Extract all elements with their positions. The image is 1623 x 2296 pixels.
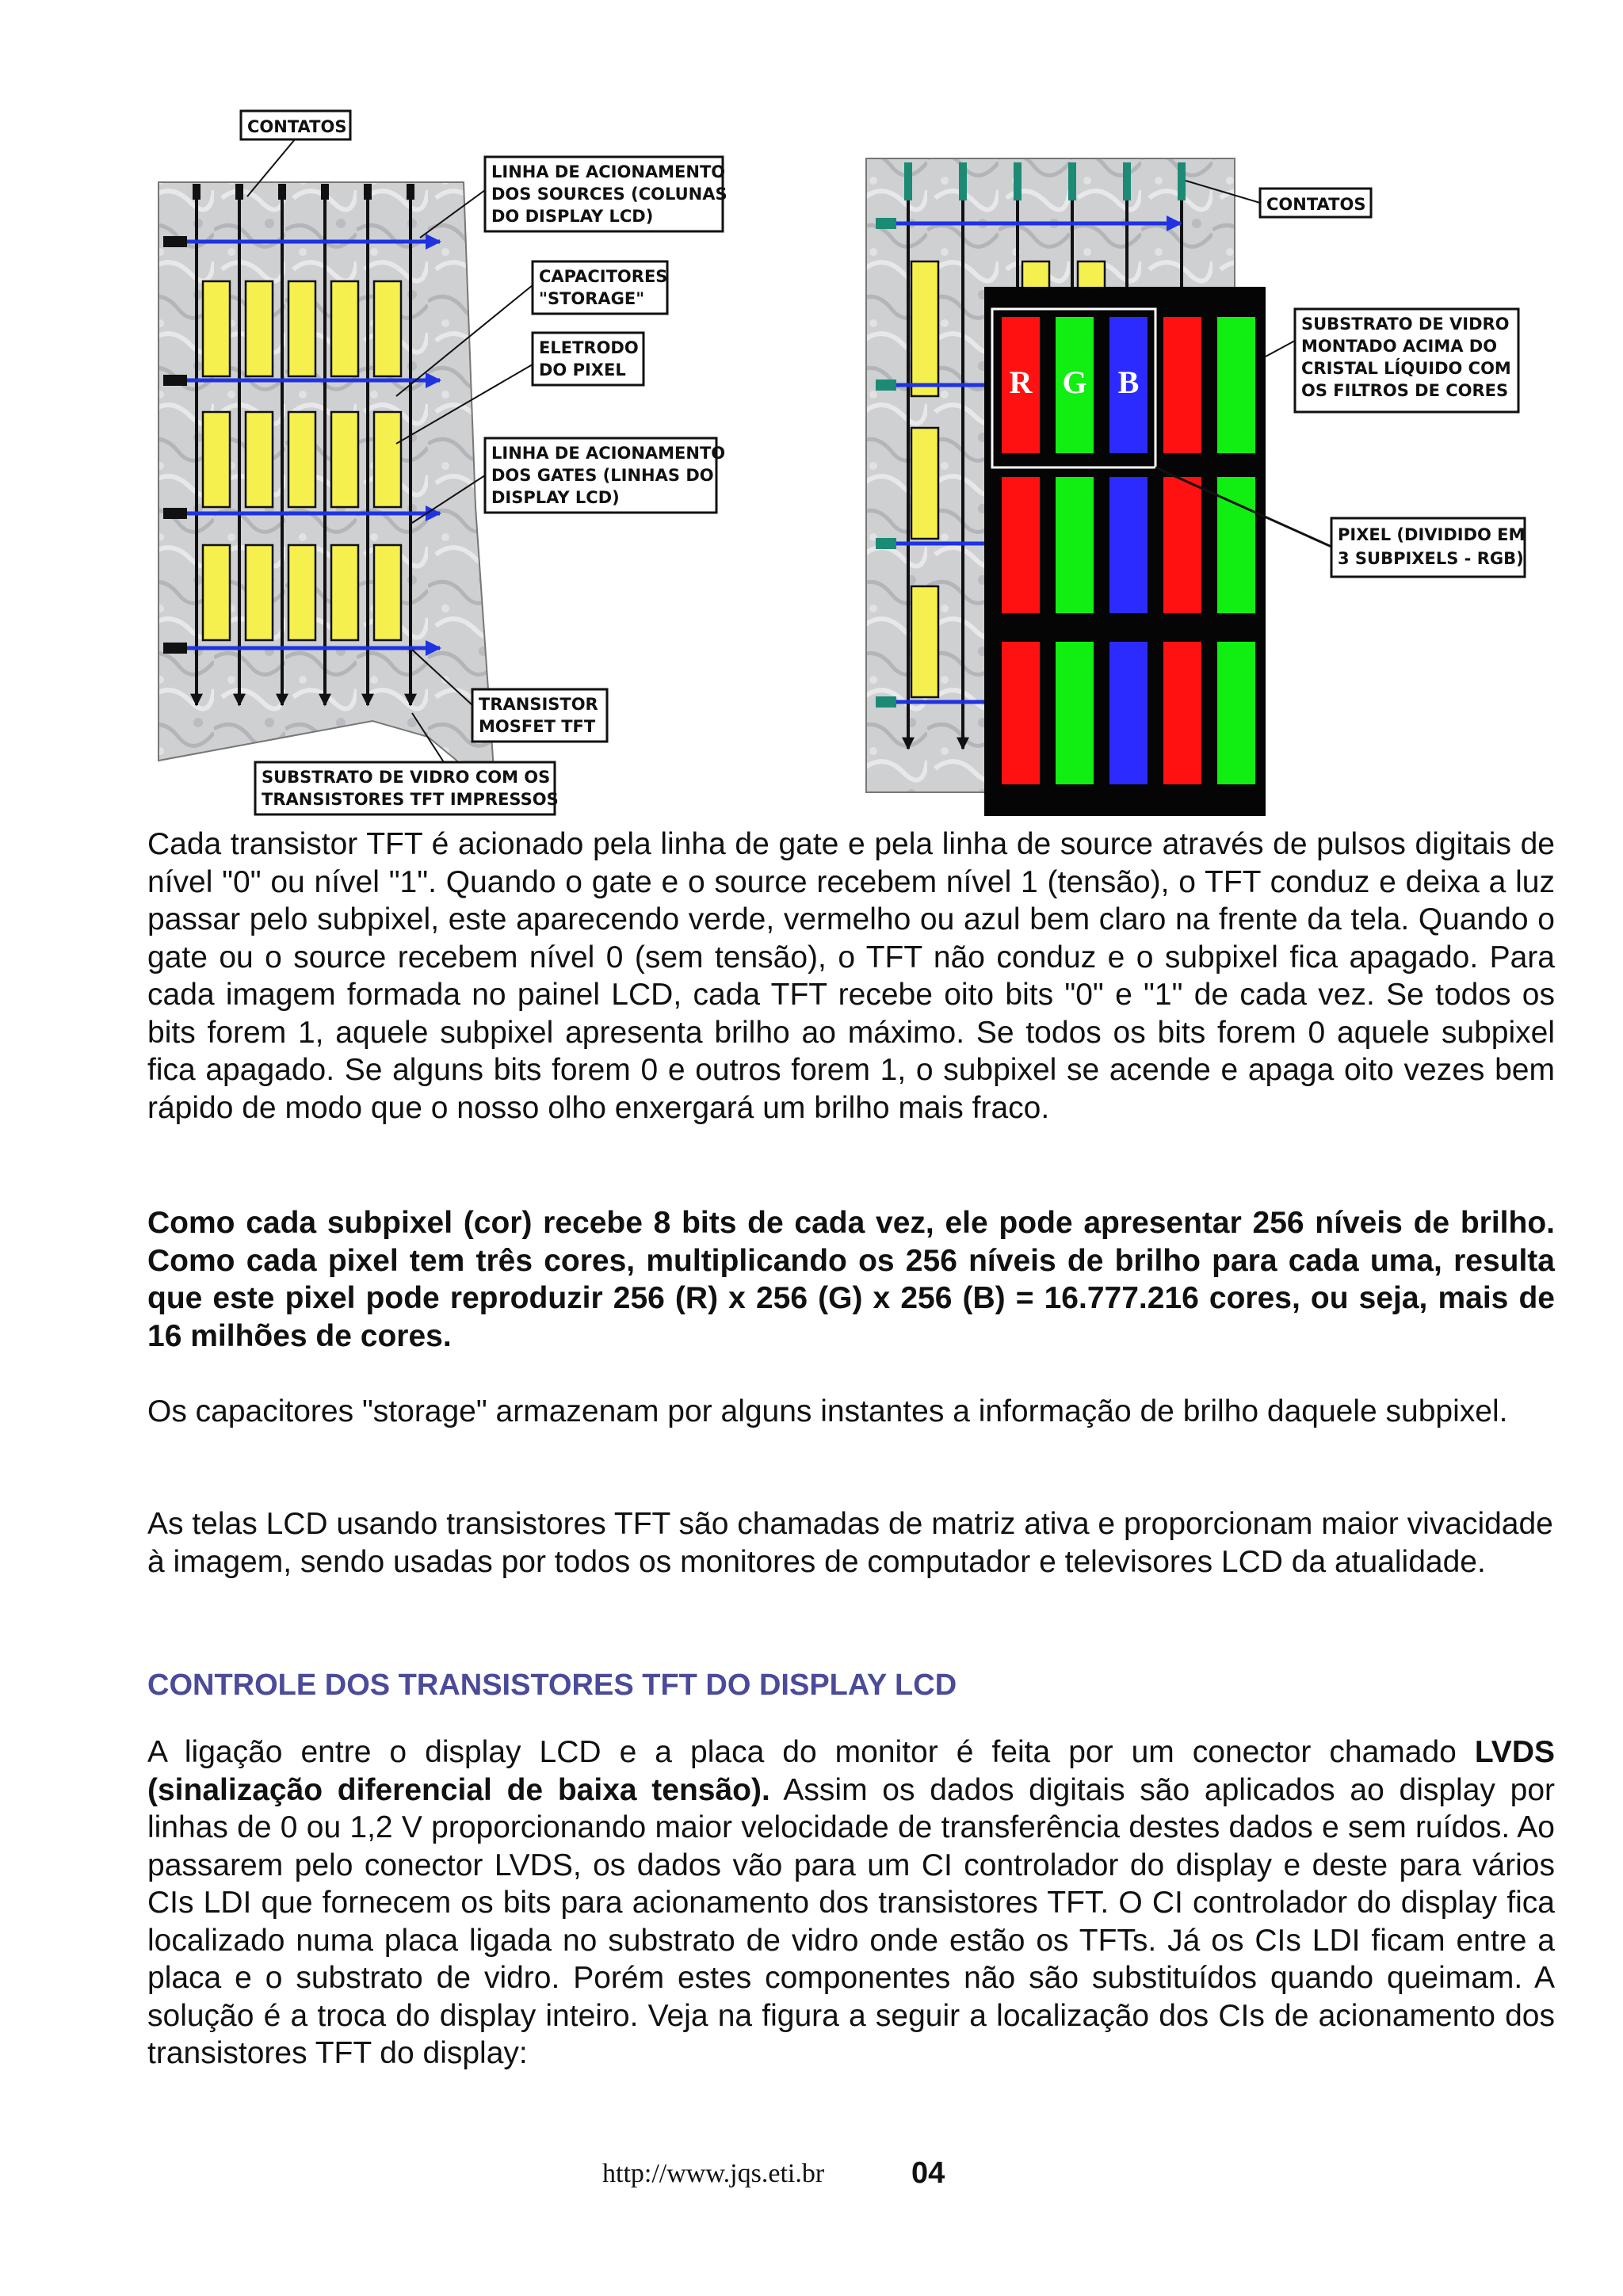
label-pixel-rgb — [1331, 518, 1525, 577]
left-tft-diagram — [158, 111, 727, 814]
svg-text:SUBSTRATO DE VIDRO COM OS: SUBSTRATO DE VIDRO COM OS — [262, 768, 551, 787]
label-source-lines — [485, 157, 727, 231]
svg-text:"STORAGE": "STORAGE" — [539, 289, 645, 308]
lvds-intro-text: A ligação entre o display LCD e a placa do monitor é feita por um conector chamado — [147, 1735, 1475, 1769]
page-number: 04 — [911, 2157, 945, 2190]
paragraph-storage-capacitors: Os capacitores "storage" armazenam por alguns instantes a informação de brilho daquele subpixel. — [147, 1394, 1508, 1428]
svg-text:PIXEL (DIVIDIDO EM: PIXEL (DIVIDIDO EM — [1338, 525, 1526, 544]
label-storage-capacitors — [533, 261, 667, 314]
svg-text:DOS GATES (LINHAS DO: DOS GATES (LINHAS DO — [491, 466, 714, 485]
svg-text:CONTATOS: CONTATOS — [1266, 195, 1366, 214]
paragraph-lvds — [147, 1733, 1555, 2073]
label-pixel-electrode — [533, 333, 643, 385]
svg-text:DO PIXEL: DO PIXEL — [539, 360, 626, 379]
subpixel-r-label: R — [1009, 364, 1033, 400]
label-contacts-left — [241, 111, 350, 139]
subpixel-g-label: G — [1062, 364, 1087, 400]
svg-text:3 SUBPIXELS - RGB): 3 SUBPIXELS - RGB) — [1338, 549, 1524, 568]
svg-text:MOSFET TFT: MOSFET TFT — [479, 717, 596, 736]
label-color-filter-glass — [1295, 309, 1518, 412]
svg-text:MONTADO ACIMA DO: MONTADO ACIMA DO — [1301, 337, 1498, 356]
svg-text:CAPACITORES: CAPACITORES — [539, 267, 668, 286]
svg-text:CONTATOS: CONTATOS — [247, 117, 347, 136]
svg-text:SUBSTRATO DE VIDRO: SUBSTRATO DE VIDRO — [1301, 315, 1510, 334]
svg-text:CRISTAL LÍQUIDO COM: CRISTAL LÍQUIDO COM — [1301, 359, 1511, 378]
svg-text:DISPLAY LCD): DISPLAY LCD) — [491, 488, 620, 507]
svg-text:DOS SOURCES (COLUNAS: DOS SOURCES (COLUNAS — [491, 185, 727, 204]
paragraph-tft-operation: Cada transistor TFT é acionado pela linha de gate e pela linha de source através de pulsos digitais de nível "0" ou nível "1". Quando o gate e o source recebem nível 1 (tensão), o TFT conduz e deixa a luz passar pelo subpixel, este aparecendo verde, vermelho ou azul bem claro na frente da tela. Quando o gate ou o source recebem nível 0 (sem tensão), o TFT não conduz e o subpixel fica apagado. Para cada imagem formada no painel LCD, cada TFT recebe oito bits "0" e "1" de cada vez. Se todos os bits forem 1, aquele subpixel apresenta brilho ao máximo. Se todos os bits forem 0 aquele subpixel fica apagado. Se alguns bits forem 0 e outros forem 1, o subpixel se acende e apaga oito vezes bem rápido de modo que o nosso olho enxergará um brilho mais fraco. — [147, 827, 1555, 1125]
section-heading: CONTROLE DOS TRANSISTORES TFT DO DISPLAY LCD — [147, 1669, 957, 1702]
paragraph-active-matrix: As telas LCD usando transistores TFT são chamadas de matriz ativa e proporcionam maior vivacidade à imagem, sendo usadas por todos os monitores de computador e televisores LCD da atualidade. — [147, 1507, 1553, 1579]
svg-text:OS FILTROS DE CORES: OS FILTROS DE CORES — [1301, 381, 1509, 400]
subpixel-b-label: B — [1117, 364, 1140, 400]
tft-diagram — [0, 0, 1623, 824]
svg-text:LINHA DE ACIONAMENTO: LINHA DE ACIONAMENTO — [491, 162, 726, 181]
footer-url[interactable]: http://www.jqs.eti.br — [602, 2159, 825, 2188]
svg-text:TRANSISTOR: TRANSISTOR — [479, 695, 598, 714]
right-tft-diagram — [866, 158, 1525, 816]
label-gate-lines — [485, 438, 725, 513]
paragraph-color-count: Como cada subpixel (cor) recebe 8 bits de cada vez, ele pode apresentar 256 níveis de brilho. Como cada pixel tem três cores, multiplicando os 256 níveis de brilho para cada uma, resulta que este pixel pode reproduzir 256 (R) x 256 (G) x 256 (B) = 16.777.216 cores, ou seja, mais de 16 milhões de cores. — [147, 1206, 1555, 1353]
svg-text:TRANSISTORES TFT IMPRESSOS: TRANSISTORES TFT IMPRESSOS — [262, 790, 559, 809]
label-glass-substrate — [255, 762, 559, 814]
lvds-body-text: Assim os dados digitais são aplicados ao display por linhas de 0 ou 1,2 V proporcionando maior velocidade de transferência destes dados e sem ruídos. Ao passarem pelo conector LVDS, os dados vão para um CI controlador do display e deste para vários CIs LDI que fornecem os bits para acionamento dos transistores TFT. O CI controlador do display fica localizado numa placa ligada no substrato de vidro onde estão os TFTs. Já os CIs LDI ficam entre a placa e o substrato de vidro. Porém estes componentes não são substituídos quando queimam. A solução é a troca do display inteiro. Veja na figura a seguir a localização dos CIs de acionamento dos transistores TFT do display: — [147, 1772, 1555, 2070]
lvds-term: LVDS (sinalização diferencial de baixa tensão). — [147, 1735, 1555, 1807]
svg-text:ELETRODO: ELETRODO — [539, 338, 639, 357]
label-transistor — [472, 689, 607, 742]
svg-text:DO DISPLAY LCD): DO DISPLAY LCD) — [491, 207, 654, 226]
label-contacts-right — [1260, 189, 1371, 217]
svg-text:LINHA DE ACIONAMENTO: LINHA DE ACIONAMENTO — [491, 444, 726, 463]
